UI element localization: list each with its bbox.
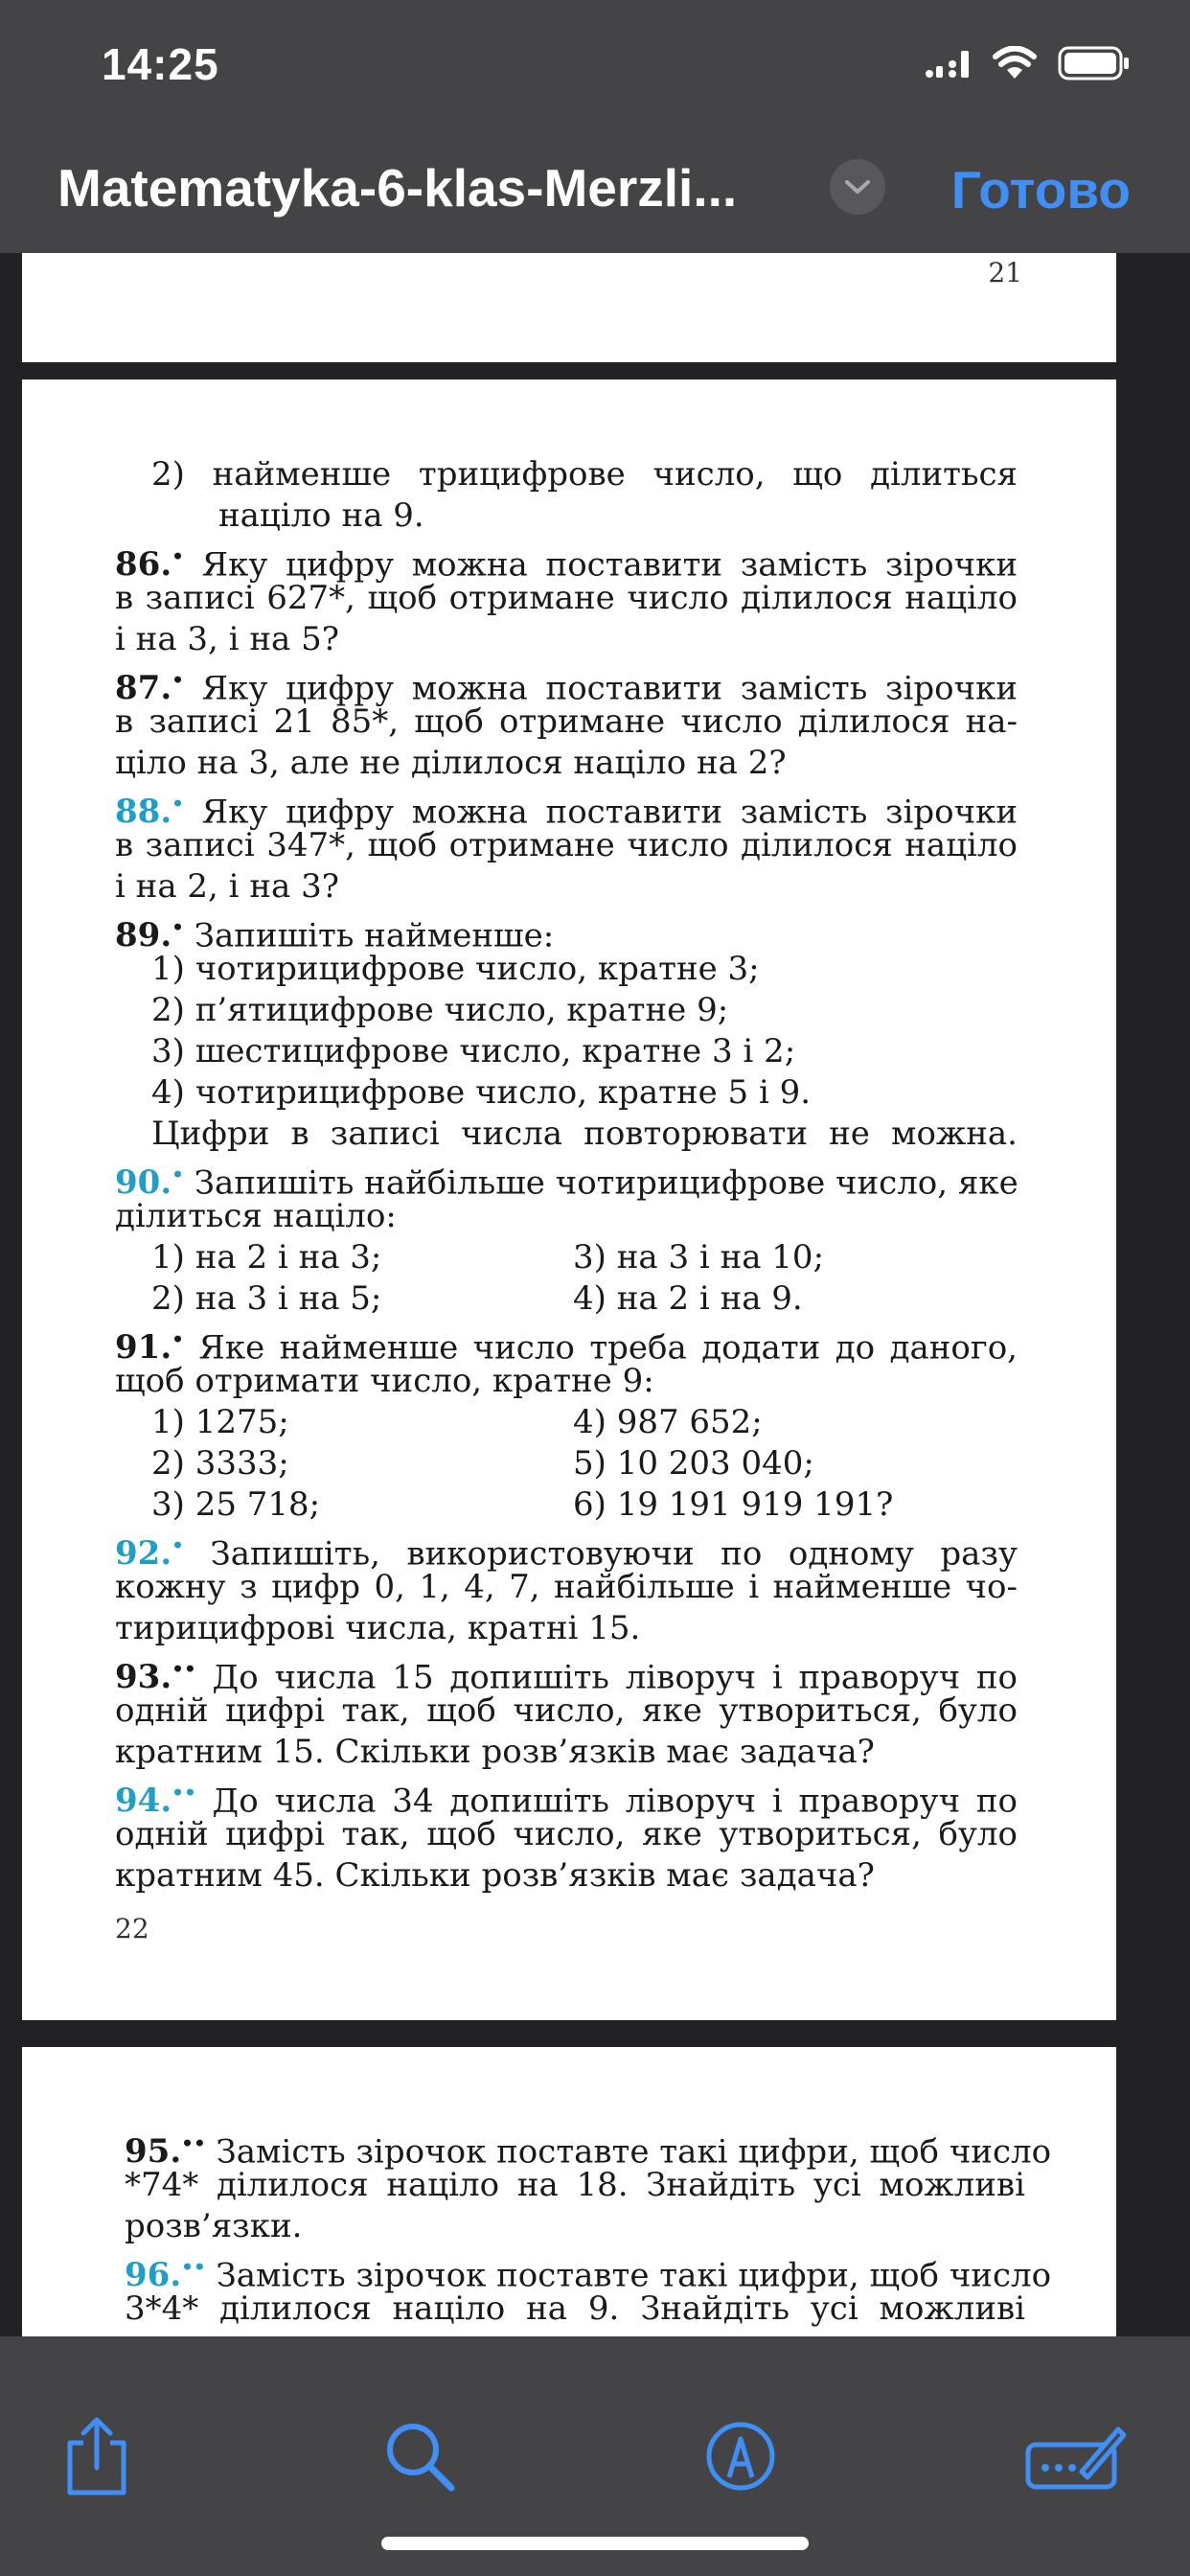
text-line: в записі 347*, щоб отримане число ділилося націло xyxy=(115,826,1018,864)
done-button[interactable]: Готово xyxy=(950,160,1131,219)
list-row: 1) на 2 і на 3; 3) на 3 і на 10; xyxy=(151,1238,825,1276)
list-item: 4) чотирицифрове число, кратне 5 і 9. xyxy=(151,1073,812,1112)
text-line: ділиться націло: xyxy=(115,1197,397,1235)
text-line: кожну з цифр 0, 1, 4, 7, найбільше і найменше чо- xyxy=(115,1568,1018,1606)
chevron-down-icon xyxy=(844,178,871,196)
share-button[interactable] xyxy=(54,2413,140,2499)
exercise-95: 95.•• Замість зірочок поставте такі цифри, щоб число xyxy=(125,2132,1052,2172)
exercise-96: 96.•• Замість зірочок поставте такі цифри, щоб число xyxy=(125,2256,1052,2295)
exercise-91: 91.• Яке найменше число треба додати до даного, xyxy=(115,1328,1018,1368)
document-viewer[interactable] xyxy=(0,253,1190,2336)
text-line: одній цифрі так, щоб число, яке утвориться, було xyxy=(115,1691,1018,1730)
cellular-signal-icon xyxy=(924,47,972,80)
page-23 xyxy=(22,2047,1116,2336)
signature-icon xyxy=(1022,2418,1126,2495)
text-line: кратним 45. Скільки розв’язків має задача? xyxy=(115,1856,875,1895)
page-21 xyxy=(22,253,1116,362)
status-time: 14:25 xyxy=(102,39,219,89)
share-icon xyxy=(60,2416,133,2496)
text-line: Цифри в записі числа повторювати не можна. xyxy=(151,1115,1018,1153)
text-line: 2) найменше трицифрове число, що ділиться xyxy=(151,455,1018,494)
list-row: 3) 25 718; 6) 19 191 919 191? xyxy=(151,1485,894,1524)
signature-button[interactable] xyxy=(1021,2413,1127,2499)
text-line: тирицифрові числа, кратні 15. xyxy=(115,1609,641,1647)
page-text xyxy=(115,454,1018,1897)
exercise-90: 90.• Запишіть найбільше чотирицифрове число, яке xyxy=(115,1163,1018,1203)
text-line: в записі 21 85*, щоб отримане число ділилося на- xyxy=(115,702,1018,741)
list-row: 2) 3333; 5) 10 203 040; xyxy=(151,1444,814,1483)
page-number: 22 xyxy=(115,1913,149,1944)
text-line: і на 2, і на 3? xyxy=(115,867,339,906)
text-line: 3*4* ділилося націло на 9. Знайдіть усі можливі xyxy=(125,2289,1025,2328)
search-icon xyxy=(381,2418,458,2495)
page-number: 21 xyxy=(988,257,1022,288)
title-menu-button[interactable] xyxy=(830,159,885,215)
text-line: ціло на 3, але не ділилося націло на 2? xyxy=(115,744,787,782)
list-item: 3) шестицифрове число, кратне 3 і 2; xyxy=(151,1032,796,1070)
exercise-89: 89.• Запишіть найменше: xyxy=(115,916,555,955)
exercise-92: 92.• Запишіть, використовуючи по одному разу xyxy=(115,1534,1018,1574)
wifi-icon xyxy=(993,46,1037,80)
status-icons xyxy=(924,46,1131,80)
page-text xyxy=(125,2124,1052,2330)
markup-icon xyxy=(702,2418,779,2495)
top-bar xyxy=(0,0,1190,253)
battery-icon xyxy=(1058,46,1131,80)
text-line: в записі 627*, щоб отримане число ділилося націло xyxy=(115,579,1018,617)
text-line: націло на 9. xyxy=(218,496,424,535)
text-line: щоб отримати число, кратне 9: xyxy=(115,1362,654,1400)
exercise-86: 86.• Яку цифру можна поставити замість зірочки xyxy=(115,545,1018,585)
text-line: розв’язки. xyxy=(125,2207,303,2245)
list-item: 1) чотирицифрове число, кратне 3; xyxy=(151,950,760,988)
list-row: 1) 1275; 4) 987 652; xyxy=(151,1403,763,1441)
exercise-93: 93.•• До числа 15 допишіть ліворуч і праворуч по xyxy=(115,1658,1018,1697)
list-row: 2) на 3 і на 5; 4) на 2 і на 9. xyxy=(151,1279,803,1318)
text-line: і на 3, і на 5? xyxy=(115,620,339,658)
home-indicator[interactable] xyxy=(381,2537,809,2550)
exercise-94: 94.•• До числа 34 допишіть ліворуч і праворуч по xyxy=(115,1782,1018,1821)
page-22 xyxy=(22,380,1116,2020)
search-button[interactable] xyxy=(377,2413,463,2499)
text-line: кратним 15. Скільки розв’язків має задача? xyxy=(115,1733,875,1771)
text-line: одній цифрі так, щоб число, яке утвориться, було xyxy=(115,1815,1018,1853)
exercise-87: 87.• Яку цифру можна поставити замість зірочки xyxy=(115,669,1018,708)
list-item: 2) п’ятицифрове число, кратне 9; xyxy=(151,991,729,1029)
text-line: *74* ділилося націло на 18. Знайдіть усі можливі xyxy=(125,2166,1025,2204)
markup-button[interactable] xyxy=(698,2413,784,2499)
exercise-88: 88.• Яку цифру можна поставити замість зірочки xyxy=(115,793,1018,832)
document-title: Matematyka-6-klas-Merzli... xyxy=(57,158,738,218)
